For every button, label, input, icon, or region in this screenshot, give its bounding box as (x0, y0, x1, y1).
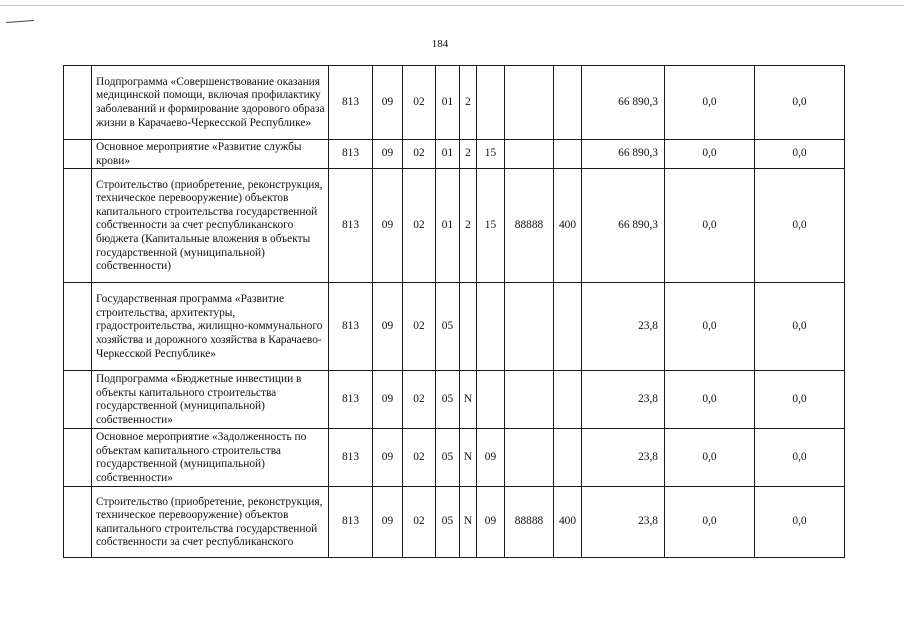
scan-mark (6, 20, 34, 23)
row-name: Основное мероприятие «Задолженность по объектам капитального строительства государственной (муниципальной) собственности» (92, 429, 329, 487)
table-row (64, 140, 845, 169)
event-code (477, 371, 505, 429)
direction-code (505, 429, 554, 487)
section-code: 09 (373, 487, 403, 558)
table-row (64, 429, 845, 487)
ministry-code: 813 (329, 487, 373, 558)
program-code: 05 (436, 429, 460, 487)
row-number-cell (64, 283, 92, 371)
amount-year-1: 23,8 (582, 283, 665, 371)
subprogram-code: N (460, 487, 477, 558)
program-code: 05 (436, 487, 460, 558)
row-name: Строительство (приобретение, реконструкция, техническое перевооружение) объектов капитального строительства государственной собственности за счет республиканского бюджета (Капитальные вложения в объекты государственной (муниципальной) собственности) (92, 169, 329, 283)
program-code: 05 (436, 283, 460, 371)
subsection-code: 02 (403, 140, 436, 169)
direction-code (505, 140, 554, 169)
amount-year-3: 0,0 (755, 371, 845, 429)
event-code: 15 (477, 140, 505, 169)
expense-type-code (554, 429, 582, 487)
ministry-code: 813 (329, 283, 373, 371)
table-row (64, 371, 845, 429)
amount-year-3: 0,0 (755, 140, 845, 169)
expense-type-code (554, 283, 582, 371)
row-number-cell (64, 140, 92, 169)
scan-top-rule (0, 5, 904, 6)
subprogram-code: 2 (460, 140, 477, 169)
direction-code: 88888 (505, 169, 554, 283)
amount-year-2: 0,0 (665, 169, 755, 283)
expense-type-code (554, 371, 582, 429)
subprogram-code: N (460, 371, 477, 429)
direction-code (505, 66, 554, 140)
table-row (64, 169, 845, 283)
program-code: 01 (436, 140, 460, 169)
table-row (64, 66, 845, 140)
table-row (64, 487, 845, 558)
amount-year-1: 23,8 (582, 487, 665, 558)
direction-code (505, 283, 554, 371)
row-name: Строительство (приобретение, реконструкция, техническое перевооружение) объектов капитального строительства государственной собственности за счет республиканского (92, 487, 329, 558)
amount-year-1: 66 890,3 (582, 169, 665, 283)
amount-year-2: 0,0 (665, 429, 755, 487)
table-row (64, 283, 845, 371)
subprogram-code: N (460, 429, 477, 487)
program-code: 01 (436, 169, 460, 283)
amount-year-3: 0,0 (755, 487, 845, 558)
amount-year-2: 0,0 (665, 66, 755, 140)
amount-year-3: 0,0 (755, 169, 845, 283)
ministry-code: 813 (329, 429, 373, 487)
section-code: 09 (373, 169, 403, 283)
row-number-cell (64, 487, 92, 558)
section-code: 09 (373, 371, 403, 429)
row-number-cell (64, 429, 92, 487)
section-code: 09 (373, 283, 403, 371)
budget-table (63, 65, 845, 558)
row-name: Основное мероприятие «Развитие службы крови» (92, 140, 329, 169)
amount-year-3: 0,0 (755, 283, 845, 371)
row-number-cell (64, 169, 92, 283)
direction-code (505, 371, 554, 429)
subsection-code: 02 (403, 487, 436, 558)
ministry-code: 813 (329, 371, 373, 429)
amount-year-2: 0,0 (665, 371, 755, 429)
amount-year-2: 0,0 (665, 487, 755, 558)
section-code: 09 (373, 429, 403, 487)
subsection-code: 02 (403, 169, 436, 283)
amount-year-1: 23,8 (582, 429, 665, 487)
amount-year-2: 0,0 (665, 283, 755, 371)
section-code: 09 (373, 66, 403, 140)
ministry-code: 813 (329, 66, 373, 140)
ministry-code: 813 (329, 140, 373, 169)
expense-type-code: 400 (554, 487, 582, 558)
expense-type-code (554, 140, 582, 169)
amount-year-1: 66 890,3 (582, 66, 665, 140)
direction-code: 88888 (505, 487, 554, 558)
table-body (64, 66, 845, 558)
amount-year-2: 0,0 (665, 140, 755, 169)
section-code: 09 (373, 140, 403, 169)
subsection-code: 02 (403, 429, 436, 487)
subprogram-code: 2 (460, 66, 477, 140)
subprogram-code: 2 (460, 169, 477, 283)
program-code: 01 (436, 66, 460, 140)
event-code (477, 66, 505, 140)
amount-year-3: 0,0 (755, 66, 845, 140)
row-number-cell (64, 371, 92, 429)
amount-year-3: 0,0 (755, 429, 845, 487)
event-code: 15 (477, 169, 505, 283)
event-code: 09 (477, 487, 505, 558)
row-name: Государственная программа «Развитие строительства, архитектуры, градостроительства, жилищно-коммунального хозяйства и дорожного хозяйства в Карачаево-Черкесской Республике» (92, 283, 329, 371)
amount-year-1: 23,8 (582, 371, 665, 429)
subsection-code: 02 (403, 66, 436, 140)
subsection-code: 02 (403, 371, 436, 429)
row-name: Подпрограмма «Бюджетные инвестиции в объекты капитального строительства государственной (муниципальной) собственности» (92, 371, 329, 429)
row-number-cell (64, 66, 92, 140)
ministry-code: 813 (329, 169, 373, 283)
event-code: 09 (477, 429, 505, 487)
expense-type-code (554, 66, 582, 140)
subsection-code: 02 (403, 283, 436, 371)
subprogram-code (460, 283, 477, 371)
event-code (477, 283, 505, 371)
amount-year-1: 66 890,3 (582, 140, 665, 169)
program-code: 05 (436, 371, 460, 429)
expense-type-code: 400 (554, 169, 582, 283)
row-name: Подпрограмма «Совершенствование оказания медицинской помощи, включая профилактику заболеваний и формирование здорового образа жизни в Карачаево-Черкесской Республике» (92, 66, 329, 140)
page-number: 184 (431, 38, 449, 50)
